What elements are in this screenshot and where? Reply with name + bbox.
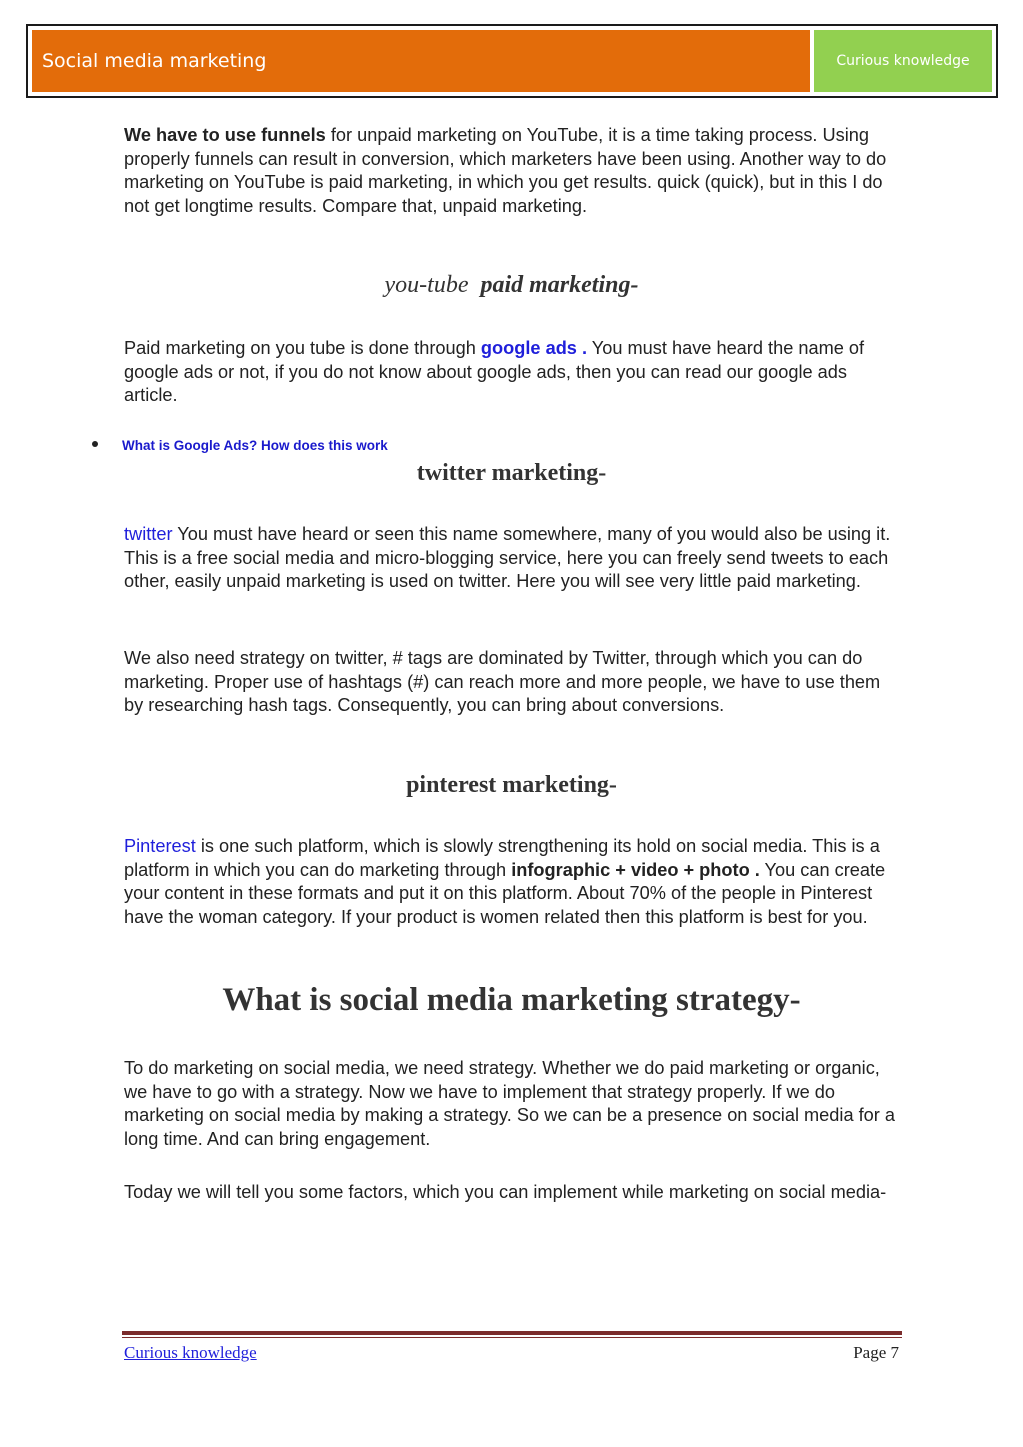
footer-divider xyxy=(122,1331,902,1335)
paragraph-funnels xyxy=(124,124,904,218)
heading-strategy: What is social media marketing strategy- xyxy=(222,982,801,1018)
heading-youtube-paid xyxy=(0,272,1023,299)
paragraph-twitter xyxy=(124,523,904,594)
paragraph-funnels-text: for unpaid marketing on YouTube, it is a time taking process. Using properly funnels can result in conversion, which marketers have been using. Another way to do marketing on YouTube is paid marketing, in which you get results. quick (quick), but in this I do not get longtime results. Compare that, unpaid marketing. xyxy=(124,125,887,216)
paragraph-google-ads-before: Paid marketing on you tube is done through xyxy=(124,338,481,358)
paragraph-factors: Today we will tell you some factors, which you can implement while marketing on social media- xyxy=(124,1182,887,1202)
paragraph-google-ads-after: You must have heard the name of google ads or not, if you do not know about google ads, then you can read our google ads article. xyxy=(124,338,865,405)
bullet-google-ads-link[interactable]: What is Google Ads? How does this work xyxy=(122,438,388,453)
paragraph-funnels-lead: We have to use funnels xyxy=(124,125,326,145)
page-header xyxy=(26,24,998,98)
heading-youtube-italic: you-tube xyxy=(384,272,469,298)
paragraph-strategy: To do marketing on social media, we need strategy. Whether we do paid marketing or organic, we have to go with a strategy. Now we have to implement that strategy properly. If we do marketing on social media by making a strategy. So we can be a presence on social media for a long time. And can bring engagement. xyxy=(124,1058,896,1149)
paragraph-twitter-strategy: We also need strategy on twitter, # tags are dominated by Twitter, through which you can do marketing. Proper use of hashtags (#) can reach more and more people, we have to use them by researching hash tags. Consequently, you can bring about conversions. xyxy=(124,648,881,715)
footer-page-number: Page 7 xyxy=(853,1343,899,1362)
heading-youtube-bold: paid marketing- xyxy=(480,272,639,298)
paragraph-twitter-text: You must have heard or seen this name somewhere, many of you would also be using it. This is a free social media and micro-blogging service, here you can freely send tweets to each other, easily unpaid marketing is used on twitter. Here you will see very little paid marketing. xyxy=(124,524,891,591)
paragraph-pinterest-part1: is one such platform, which is slowly strengthening its hold on social media. This is a platform in which you can do marketing through xyxy=(124,836,880,880)
paragraph-google-ads xyxy=(124,337,904,408)
paragraph-pinterest xyxy=(124,835,904,929)
heading-twitter: twitter marketing- xyxy=(416,460,607,486)
header-brand: Curious knowledge xyxy=(814,30,992,92)
twitter-link[interactable]: twitter xyxy=(124,524,173,544)
bullet-dot-icon xyxy=(92,441,98,447)
footer-divider-thin xyxy=(122,1337,902,1338)
bullet-google-ads-article[interactable] xyxy=(92,438,388,453)
heading-pinterest: pinterest marketing- xyxy=(406,772,617,798)
paragraph-pinterest-bold: infographic + video + photo . xyxy=(511,859,760,880)
pinterest-link[interactable]: Pinterest xyxy=(124,836,196,856)
paragraph-pinterest-part2: You can create your content in these formats and put it on this platform. About 70% of the people in Pinterest have the woman category. If your product is women related then this platform is best for you. xyxy=(124,859,886,927)
google-ads-link[interactable]: google ads . xyxy=(480,338,588,358)
header-title: Social media marketing xyxy=(32,30,810,92)
footer-brand-link[interactable]: Curious knowledge xyxy=(124,1343,257,1362)
